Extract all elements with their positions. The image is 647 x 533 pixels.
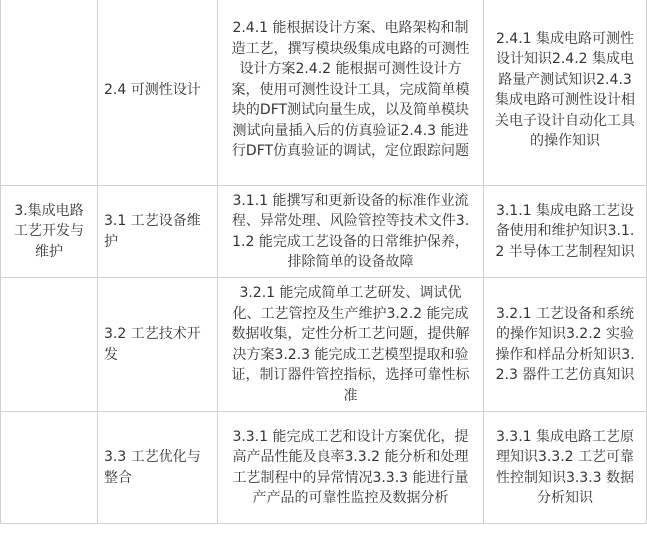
- knowledge-text: 3.2.1 工艺设备和系统的操作知识3.2.2 实验操作和样品分析知识3.2.3 器件工艺仿真知识: [495, 305, 635, 383]
- subject-text: 3.2 工艺技术开发: [104, 326, 201, 363]
- subject-cell: [98, 278, 218, 412]
- skills-text: 3.2.1 能完成简单工艺研发、调试优化、工艺管控及生产维护3.2.2 能完成数据收集，定性分析工艺问题，提供解决方案3.2.3 能完成工艺模型提取和验证，制订器件管控指标，选择可靠性标准: [231, 285, 470, 404]
- subject-text: 3.3 工艺优化与整合: [104, 449, 201, 486]
- knowledge-text: 3.3.1 集成电路工艺原理知识3.3.2 工艺可靠性控制知识3.3.3 数据分析知识: [495, 428, 635, 506]
- table-row: [1, 186, 647, 278]
- skills-text: 3.1.1 能撰写和更新设备的标准作业流程、异常处理、风险管控等技术文件3.1.2 能完成工艺设备的日常维护保养，排除简单的设备故障: [231, 192, 470, 270]
- knowledge-cell: [484, 0, 647, 186]
- skills-text: 2.4.1 能根据设计方案、电路架构和制造工艺，撰写模块级集成电路的可测性设计方案2.4.2 能根据可测性设计方案，使用可测性设计工具，完成简单模块的DFT测试向量生成，以及简单模块测试向量插入后的仿真验证2.4.3 能进行DFT仿真验证的调试，定位跟踪问题: [231, 20, 470, 160]
- knowledge-text: 2.4.1 集成电路可测性设计知识2.4.2 集成电路量产测试知识2.4.3 集成电路可测性设计相关电子设计自动化工具的操作知识: [495, 30, 637, 149]
- knowledge-cell: [484, 412, 647, 524]
- subject-text: 3.1 工艺设备维护: [104, 213, 201, 250]
- table-row: [1, 278, 647, 412]
- subject-cell: [98, 0, 218, 186]
- skills-cell: [218, 412, 484, 524]
- table-row: [1, 412, 647, 524]
- knowledge-cell: [484, 278, 647, 412]
- category-cell: [1, 412, 98, 524]
- category-cell: [1, 0, 98, 186]
- category-cell: [1, 186, 98, 278]
- subject-cell: [98, 412, 218, 524]
- skills-cell: [218, 0, 484, 186]
- skills-text: 3.3.1 能完成工艺和设计方案优化，提高产品性能及良率3.3.2 能分析和处理工艺制程中的异常情况3.3.3 能进行量产产品的可靠性监控及数据分析: [232, 428, 469, 506]
- skills-cell: [218, 186, 484, 278]
- skills-cell: [218, 278, 484, 412]
- category-cell: [1, 278, 98, 412]
- knowledge-text: 3.1.1 集成电路工艺设备使用和维护知识3.1.2 半导体工艺制程知识: [495, 202, 635, 260]
- subject-text: 2.4 可测性设计: [104, 81, 201, 98]
- knowledge-cell: [484, 186, 647, 278]
- subject-cell: [98, 186, 218, 278]
- category-text: 3.集成电路工艺开发与维护: [14, 202, 84, 260]
- table-row: [1, 0, 647, 186]
